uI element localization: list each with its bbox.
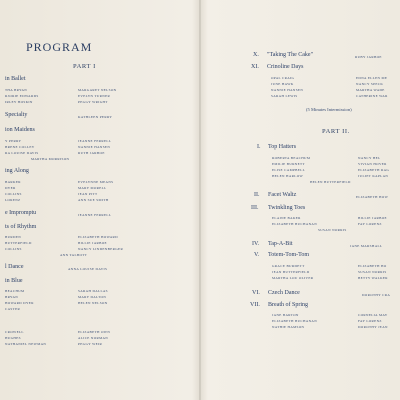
- performer-name: GRACE BURDETT: [272, 264, 305, 268]
- item-number: III.: [251, 205, 259, 211]
- performer-name: THA BRYAN: [5, 88, 28, 92]
- performer-name: JEAN PITT: [78, 192, 98, 196]
- section-title: Twinkling Toes: [268, 205, 306, 211]
- performer-name: MARTHA LOU OLIVER: [272, 276, 314, 280]
- performer-name: DOROTHY JEAN: [358, 325, 388, 329]
- performer-name: ELIZABETH HO: [358, 264, 387, 268]
- section-title: in Ballet: [5, 76, 26, 82]
- performer-name: ELAINE BAKER: [272, 216, 301, 220]
- performer-name: CASTER: [5, 307, 21, 311]
- performer-name: JUNE HAWK: [271, 82, 294, 86]
- performer-name: MARTHA WADE: [356, 88, 385, 92]
- performer-name: COLLINS: [5, 192, 22, 196]
- section-title: Specialty: [5, 112, 28, 118]
- performer-name: LORENZ: [5, 198, 21, 202]
- performer-name: RJORIE EDWARDS: [5, 94, 39, 98]
- item-number: VII.: [250, 302, 260, 308]
- performer-name: RUTH JARBOE: [78, 151, 105, 155]
- section-title: "Taking The Cake": [267, 52, 314, 58]
- section-title: ts of Rhythm: [5, 224, 37, 230]
- performer-name: JEANNE FERRELL: [78, 139, 112, 143]
- program-title: PROGRAM: [26, 40, 93, 54]
- performer-name: SARAH LEWIS: [271, 94, 298, 98]
- performer-name: HELEN BUTTERFIELD: [310, 180, 351, 184]
- performer-name: JEAN BUTTERFIELD: [272, 270, 310, 274]
- part-two-heading: PART II.: [322, 128, 350, 135]
- performer-name: NATHANIEL NEWMAN: [5, 342, 47, 346]
- performer-name: JANE MARSHALL: [350, 244, 383, 248]
- performer-name: BEACHUM: [5, 289, 25, 293]
- performer-name: EDNA ELLEN ME: [356, 76, 388, 80]
- performer-name: DYER: [5, 186, 16, 190]
- performer-name: NANCY HEL: [358, 156, 381, 160]
- item-number: II.: [254, 192, 260, 198]
- performer-name: ELIZABETH HOWARD: [78, 235, 118, 239]
- section-title: Czech Dance: [268, 290, 300, 296]
- performer-name: ELIZABETH OWN: [78, 330, 111, 334]
- performer-name: ANN TALBOTT: [60, 253, 88, 257]
- performer-name: BETTY WALKER: [358, 276, 388, 280]
- performer-name: RA LOUISE DAVIS: [5, 151, 39, 155]
- section-title: in Blue: [5, 278, 23, 284]
- performer-name: BUTTERFIELD: [5, 241, 32, 245]
- performer-name: VIVIAN HOVER: [358, 162, 387, 166]
- performer-name: BRENE COLLEY: [5, 145, 35, 149]
- performer-name: MARGARET NELSON: [78, 88, 117, 92]
- section-title: e Impromptu: [5, 210, 37, 216]
- performer-name: ELISE CAMPBELL: [272, 168, 306, 172]
- item-number: VI.: [252, 290, 260, 296]
- performer-name: BILLIE JARBOE: [358, 216, 387, 220]
- performer-name: PEGGY WEIR: [78, 342, 103, 346]
- section-title: ion Maidens: [5, 127, 35, 133]
- performer-name: ELIZABETH BUCHANAN: [272, 319, 318, 323]
- performer-name: KATHLEEN PERRY: [78, 115, 113, 119]
- performer-name: MARY DALTON: [78, 295, 107, 299]
- performer-name: BRYAN: [5, 295, 19, 299]
- performer-name: Y PERRY: [5, 139, 22, 143]
- performer-name: NANNIE HANSEN: [78, 145, 111, 149]
- performer-name: OPAL CRAIG: [271, 76, 295, 80]
- performer-name: COLLINS: [5, 247, 22, 251]
- performer-name: ANN SUE SMITH: [78, 198, 109, 202]
- page-fold: [199, 0, 201, 400]
- section-title: Top Hatters: [268, 144, 297, 150]
- performer-name: JEANNE FERRELL: [78, 213, 112, 217]
- section-title: Facet Waltz: [268, 192, 297, 198]
- performer-name: NANCY SPECK: [356, 82, 384, 86]
- performer-name: SARAH DALLAS: [78, 289, 108, 293]
- performer-name: JANE BARTON: [272, 313, 299, 317]
- performer-name: JULIET KAPLAN: [358, 174, 389, 178]
- part-one-heading: PART I: [73, 63, 96, 70]
- section-title: Breath of Spring: [268, 302, 308, 308]
- performer-name: EVELYN TURNER: [78, 94, 111, 98]
- performer-name: PEGGY WRIGHT: [78, 100, 108, 104]
- section-title: ing Along: [5, 168, 29, 174]
- performer-name: FAY LORENZ: [358, 222, 382, 226]
- section-title: l Dance: [5, 264, 24, 270]
- performer-name: NANNIE HANSEN: [271, 88, 304, 92]
- performer-name: HUGHES: [5, 336, 21, 340]
- item-number: V.: [254, 252, 260, 258]
- performer-name: ELIZABETH HOW: [356, 195, 389, 199]
- intermission-note: (5 Minutes Intermission): [306, 107, 352, 112]
- performer-name: NATHIE HAMSON: [272, 325, 305, 329]
- item-number: IV.: [252, 241, 260, 247]
- performer-name: IRLEY HOSKIN: [5, 100, 33, 104]
- section-title: Tap-A-Bit: [268, 241, 293, 247]
- performer-name: MARTHA MORRISON: [31, 157, 70, 161]
- performer-name: ROBERTA BEACHUM: [272, 156, 311, 160]
- performer-name: CORNELIA MAY: [358, 313, 388, 317]
- section-title: Totem-Tom-Tom: [268, 252, 310, 258]
- performer-name: BURDEN: [5, 235, 22, 239]
- performer-name: CATHERINE WAR: [356, 94, 388, 98]
- performer-name: ALICE NORMAN: [78, 336, 109, 340]
- item-number: X.: [253, 52, 259, 58]
- performer-name: MARY MORELL: [78, 186, 107, 190]
- performer-name: EVELYNNE MEANS: [78, 180, 114, 184]
- performer-name: DOROTHY CRA: [362, 293, 391, 297]
- performer-name: CROWELL: [5, 330, 24, 334]
- performer-name: FAY LORENZ: [358, 319, 382, 323]
- performer-name: SUSAN NORRIS: [358, 270, 387, 274]
- performer-name: HOWARD DYER: [5, 301, 34, 305]
- performer-name: ELIZABETH RAG: [358, 168, 390, 172]
- item-number: I.: [257, 144, 261, 150]
- performer-name: NANCY LINDENBERGER: [78, 247, 124, 251]
- performer-name: RUBY JARBOE: [355, 55, 382, 59]
- performer-name: BILLIE JARBOE: [78, 241, 107, 245]
- performer-name: SUSAN NORRIS: [318, 228, 347, 232]
- performer-name: EMILIE BURNETT: [272, 162, 305, 166]
- performer-name: ANNA LOUISE DAVIS: [68, 267, 108, 271]
- item-number: XI.: [251, 64, 259, 70]
- performer-name: HELEN HARLOW: [272, 174, 304, 178]
- performer-name: HELEN NELSON: [78, 301, 108, 305]
- section-title: Crinoline Days: [267, 64, 304, 70]
- performer-name: BARKER: [5, 180, 21, 184]
- performer-name: ELIZABETH BUCHANAN: [272, 222, 318, 226]
